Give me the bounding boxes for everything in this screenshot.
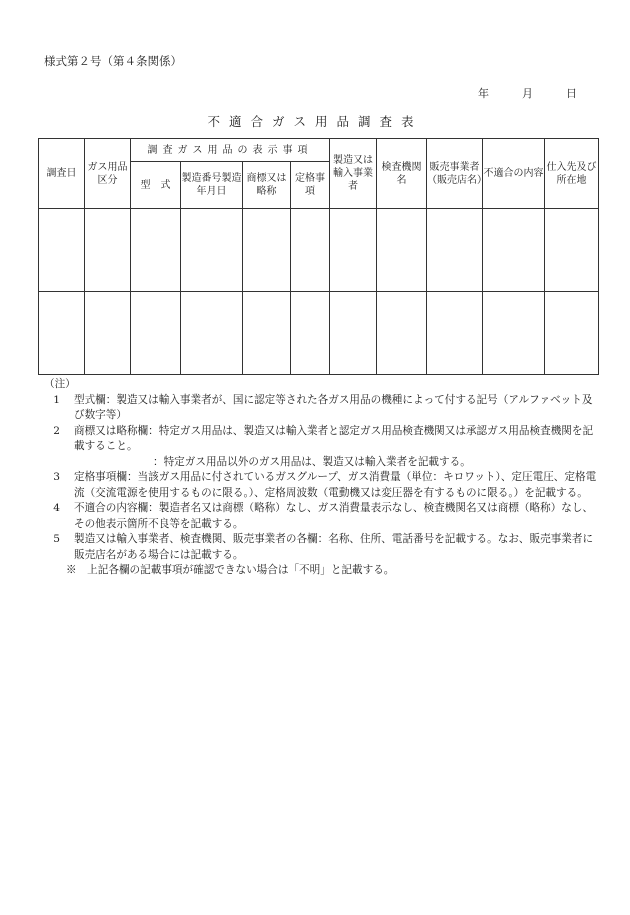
note-text: 型式欄：製造又は輸入事業者が、国に認定等された各ガス用品の機種によって付する記号（アルファベット及び数字等） (74, 393, 593, 421)
table-cell[interactable] (39, 292, 85, 375)
note-item (38, 470, 598, 501)
table-cell[interactable] (243, 209, 291, 292)
page-title: 不適合ガス用品調査表 (207, 114, 423, 129)
note-item (38, 501, 598, 532)
header-rating: 定格事項 (291, 162, 330, 209)
date-line (478, 85, 577, 101)
table-cell[interactable] (330, 209, 377, 292)
survey-table (38, 138, 599, 375)
note-text: 不適合の内容欄：製造者名又は商標（略称）なし、ガス消費量表示なし、検査機関名又は商標（略称）なし、その他表示箇所不良等を記載する。 (74, 502, 594, 530)
header-maker: 製造又は輸入事業者 (330, 139, 377, 209)
header-trademark: 商標又は略称 (243, 162, 291, 209)
table-cell[interactable] (545, 292, 599, 375)
note-text: 商標又は略称欄：特定ガス用品は、製造又は輸入業者と認定ガス用品検査機関又は承認ガス用品検査機関を記載すること。 (74, 424, 594, 452)
header-supplier: 仕入先及び所在地 (545, 139, 599, 209)
table-cell[interactable] (85, 209, 131, 292)
table-cell[interactable] (377, 292, 427, 375)
header-gas-category: ガス用品区分 (85, 139, 131, 209)
date-month-label: 月 (522, 87, 533, 100)
note-text: 定格事項欄：当該ガス用品に付されているガスグループ、ガス消費量（単位：キロワット）、定圧電圧、定格電流（交流電源を使用するものに限る。）、定格周波数（電動機又は変圧器を有するものに限る。）を記載する。 (74, 471, 597, 499)
notes-heading: （注） (44, 378, 76, 390)
table-cell[interactable] (427, 292, 483, 375)
date-year-label: 年 (478, 87, 489, 100)
table-cell[interactable] (85, 292, 131, 375)
header-serial: 製造番号製造年月日 (181, 162, 243, 209)
date-day-label: 日 (566, 87, 577, 100)
table-cell[interactable] (39, 209, 85, 292)
table-cell[interactable] (131, 209, 181, 292)
table-cell[interactable] (131, 292, 181, 375)
table-row (39, 209, 599, 292)
note-item (38, 424, 598, 455)
table-cell[interactable] (427, 209, 483, 292)
note-item (38, 393, 598, 424)
table-row (39, 292, 599, 375)
table-cell[interactable] (483, 209, 545, 292)
note-number: 4 (53, 502, 60, 514)
header-seller: 販売事業者（販売店名） (427, 139, 483, 209)
table-cell[interactable] (330, 292, 377, 375)
note-item (38, 532, 598, 563)
table-cell[interactable] (545, 209, 599, 292)
table-cell[interactable] (291, 209, 330, 292)
form-number: 様式第２号（第４条関係） (44, 54, 182, 68)
table-cell[interactable] (181, 292, 243, 375)
note-number: 3 (53, 471, 60, 483)
table-cell[interactable] (483, 292, 545, 375)
footnote: ※ 上記各欄の記載事項が確認できない場合は「不明」と記載する。 (66, 564, 395, 576)
table-header-row-1 (39, 139, 599, 162)
table-cell[interactable] (243, 292, 291, 375)
header-nonconformity: 不適合の内容 (483, 139, 545, 209)
header-inspection-body: 検査機関名 (377, 139, 427, 209)
note-text: 製造又は輸入事業者、検査機関、販売事業者の各欄：名称、住所、電話番号を記載する。なお、販売事業者に販売店名がある場合には記載する。 (74, 533, 594, 561)
note-number: 1 (53, 393, 60, 406)
table-cell[interactable] (377, 209, 427, 292)
note-subline: ：特定ガス用品以外のガス用品は、製造又は輸入業者を記載する。 (153, 455, 471, 468)
note-number: 2 (53, 424, 60, 437)
header-model: 型 式 (131, 162, 181, 209)
header-survey-date: 調査日 (39, 139, 85, 209)
note-number: 5 (53, 533, 60, 545)
table-cell[interactable] (291, 292, 330, 375)
header-display-items: 調査ガス用品の表示事項 (131, 139, 330, 162)
notes-section (38, 377, 598, 579)
table-cell[interactable] (181, 209, 243, 292)
